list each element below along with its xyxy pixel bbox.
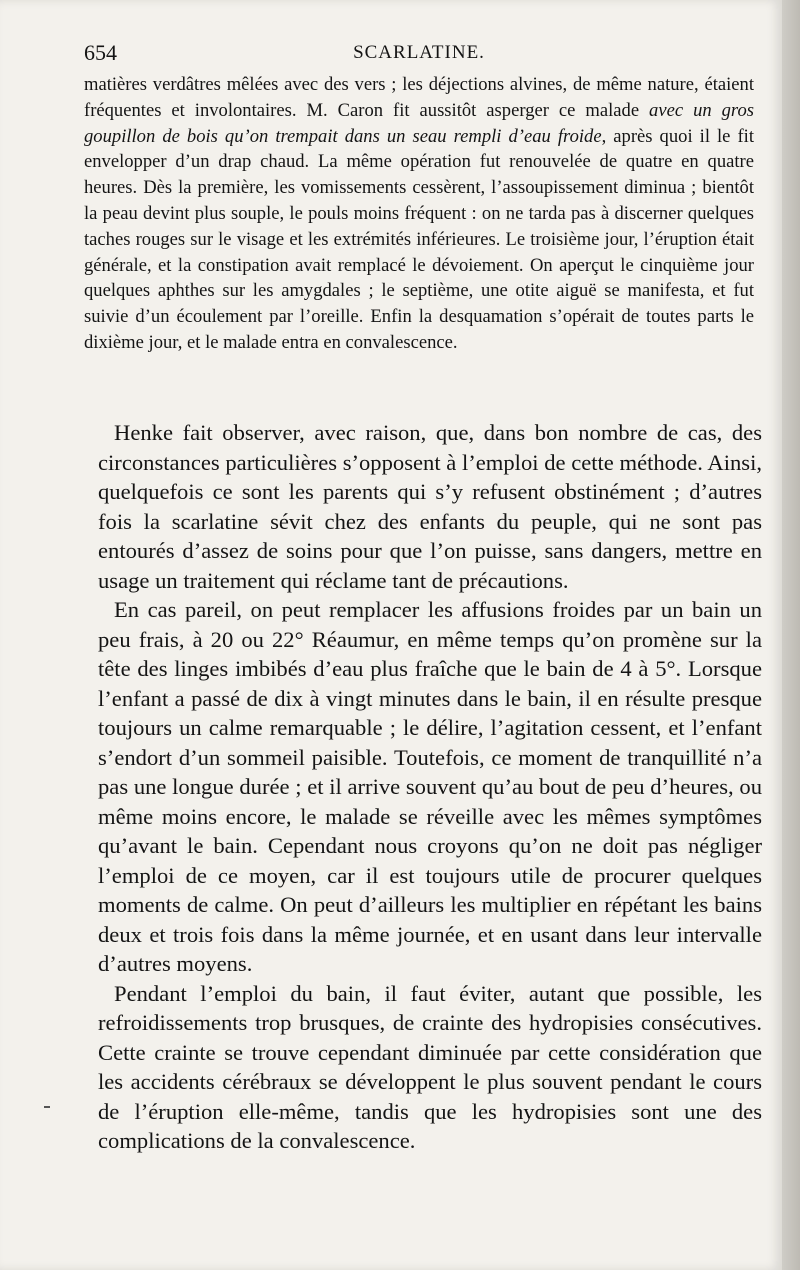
paragraph-refroidissements: Pendant l’emploi du bain, il faut éviter, autant que possible, les refroidissements trop brusques, de crainte des hydropisies consécutives. Cette crainte se trouve cependant diminuée par cette considération que les accidents cérébraux se développent le plus souvent pendant le cours de l’éruption elle-même, tandis que les hydropisies sont une des complications de la convalescence. [98,980,762,1153]
page-edge [782,0,800,1270]
paragraph-bain: En cas pareil, on peut remplacer les affusions froides par un bain un peu frais, à 20 ou 22° Réaumur, en même temps qu’on promène sur la tête des linges imbibés d’eau plus fraîche que le bain de 4 à 5°. Lorsque l’enfant a passé de dix à vingt minutes dans le bain, il en résulte presque toujours un calme remarquable ; le délire, l’agitation cessent, et l’enfant s’endort d’un sommeil paisible. Toutefois, ce moment de tranquillité n’a pas une longue durée ; et il arrive souvent qu’au bout de peu d’heures, ou même moins encore, le malade se réveille avec les mêmes symptômes qu’avant le bain. Cependant nous croyons qu’on ne doit pas négliger l’emploi de ce moyen, car il est toujours utile de procurer quelques moments de calme. On peut d’ailleurs les multiplier en répétant les bains deux et trois fois dans la même journée, et en usant dans leur intervalle d’autres moyens. [98,597,762,976]
paragraph-henke: Henke fait observer, avec raison, que, dans bon nombre de cas, des circonstances particulières s’opposent à l’emploi de cette méthode. Ainsi, quelquefois ce sont les parents qui s’y refusent obstinément ; d’autres fois la scarlatine sévit chez des enfants du peuple, qui ne sont pas entourés d’assez de soins pour que l’on puisse, sans dangers, mettre en usage un traitement qui réclame tant de précautions. [98,420,762,593]
running-title: SCARLATINE. [353,42,485,63]
page-number: 654 [84,40,117,65]
margin-mark [44,1106,50,1108]
page-header [84,36,754,66]
case-text-italic: avec un gros goupillon de bois qu’on trempait dans un seau rempli d’eau froide [84,99,755,147]
main-text [98,418,762,1156]
case-text-part-b: , après quoi il le fit envelopper d’un drap chaud. La même opération fut renouvelée de quatre en quatre heures. Dès la première, les vomissements cessèrent, l’assoupissement diminua ; bientôt la peau devint plus souple, le pouls moins fréquent : on ne tarda pas à discerner quelques taches rouges sur le visage et les extrémités inférieures. Le troisième jour, l’éruption était générale, et la constipation avait remplacé le dévoiement. On aperçut le cinquième jour quelques aphthes sur les amygdales ; le septième, une otite aiguë se manifesta, et fut suivie d’un écoulement par l’oreille. Enfin la desquamation s’opérait de toutes parts le dixième jour, et le malade entra en convalescence. [84,125,754,353]
case-text-part-a: matières verdâtres mêlées avec des vers ; les déjections alvines, de même nature, étaient fréquentes et involontaires. M. Caron fit aussitôt asperger ce malade [84,74,754,121]
case-report-paragraph [84,72,754,356]
